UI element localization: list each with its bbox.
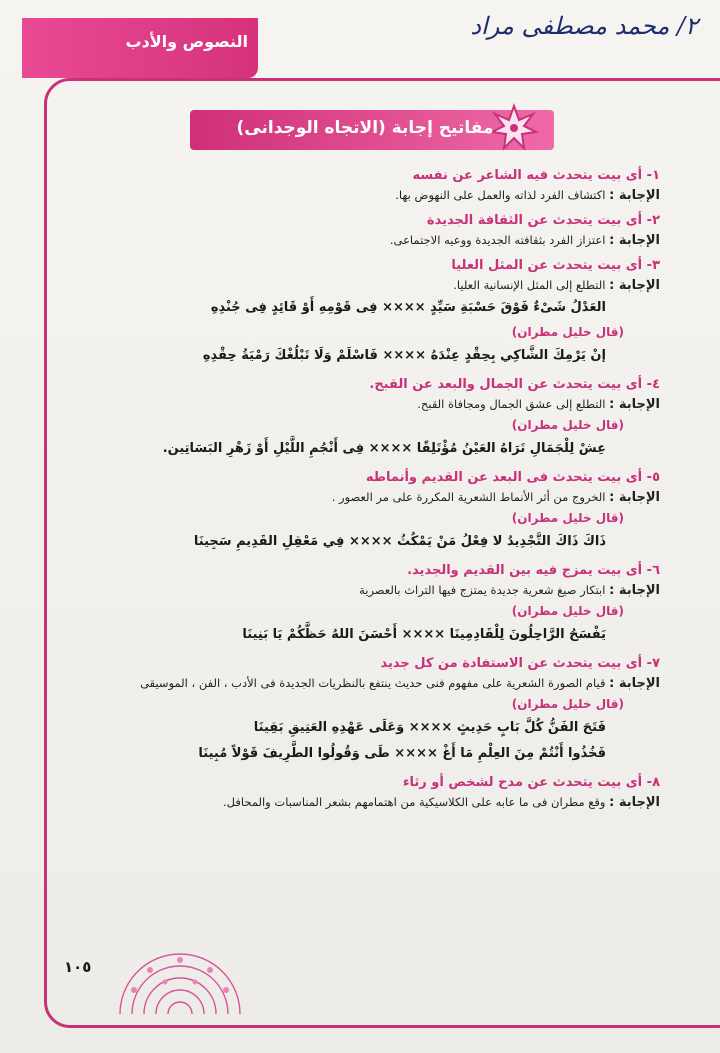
section-tab: [22, 18, 258, 78]
answer-prefix: الإجابة :: [609, 490, 660, 505]
answer-prefix: الإجابة :: [609, 278, 660, 293]
answer-prefix: الإجابة :: [609, 397, 660, 412]
banner-title: مفاتيح إجابة (الاتجاه الوجدانى): [236, 118, 494, 138]
question-8: ٨- أى بيت يتحدث عن مدح لشخص أو رثاء: [402, 775, 660, 790]
answer-prefix: الإجابة :: [609, 233, 660, 248]
verse: ذَاكَ ذَاكَ التَّجْدِيدُ لا فِعْلُ مَنْ يَمْكُثُ ×××× فِي مَعْقِلِ القَدِيمِ سَجِينَا: [193, 534, 606, 549]
verse: إنْ يَرْمِكَ الشَّاكِي بِحِقْدٍ عِنْدَهُ ×××× فَاسْلَمْ وَلَا تَبْلُغْكَ رَمْيَةُ حِقْدِهِ: [202, 348, 606, 363]
answer-4: الإجابة : التطلع إلى عشق الجمال ومجافاة القبح.: [417, 397, 660, 412]
question-5: ٥- أى بيت يتحدث فى البعد عن القديم وأنماطه: [365, 470, 660, 485]
answer-prefix: الإجابة :: [609, 188, 660, 203]
attribution: (قال خليل مطران): [511, 697, 624, 711]
answer-prefix: الإجابة :: [609, 795, 660, 810]
answer-2: الإجابة : اعتزاز الفرد بثقافته الجديدة ووعيه الاجتماعى.: [389, 233, 660, 248]
question-6: ٦- أى بيت يمزج فيه بين القديم والجديد.: [407, 563, 660, 578]
verse: فَتَحَ الفَنُّ كُلَّ بَابٍ حَدِيثٍ ×××× وَعَلَى عَهْدِهِ العَتِيقِ بَقِينَا: [253, 720, 606, 735]
answers-content: [110, 166, 660, 812]
section-label: النصوص والأدب: [125, 32, 248, 51]
question-7: ٧- أى بيت يتحدث عن الاستفادة من كل جديد: [380, 656, 660, 671]
question-2: ٢- أى بيت يتحدث عن الثقافة الجديدة: [426, 213, 660, 228]
answer-7: الإجابة : قيام الصورة الشعرية على مفهوم فنى حديث ينتفع بالنظريات الجديدة فى الأدب ، الفن ، الموسيقى: [140, 676, 660, 691]
answer-prefix: الإجابة :: [609, 676, 660, 691]
attribution: (قال خليل مطران): [511, 418, 624, 432]
attribution: (قال خليل مطران): [511, 511, 624, 525]
page-number: ١٠٥: [64, 958, 92, 976]
answer-prefix: الإجابة :: [609, 583, 660, 598]
question-4: ٤- أى بيت يتحدث عن الجمال والبعد عن القبح.: [369, 377, 660, 392]
answer-3: الإجابة : التطلع إلى المثل الإنسانية العليا.: [453, 278, 660, 293]
question-3: ٣- أى بيت يتحدث عن المثل العليا: [451, 258, 660, 273]
attribution: (قال خليل مطران): [511, 604, 624, 618]
verse: يَفْسَحُ الرَّاحِلُونَ لِلْقَادِمِينَا ×××× أَحْسَنَ اللهُ حَظَّكُمْ يَا بَنِينَا: [242, 627, 606, 642]
attribution: (قال خليل مطران): [511, 325, 624, 339]
mandala-ornament-icon: [110, 940, 250, 1014]
answer-5: الإجابة : الخروج من أثر الأنماط الشعرية المكررة على مر العصور .: [331, 490, 660, 505]
verse: فَخُذُوا أَنْتُمْ مِنَ العِلْمِ مَا أَغْ ×××× طَى وَقُولُوا الطَّرِيفَ قَوْلاً مُبِينَا: [198, 746, 606, 761]
question-1: ١- أى بيت يتحدث فيه الشاعر عن نفسه: [412, 168, 660, 183]
verse: العَدْلُ شَىْءٌ فَوْقَ حَسْبَةِ سَيِّدٍ ×××× فِى قَوْمِهِ أَوْ قَائِدٍ فِى جُنْدِهِ: [210, 300, 606, 315]
answer-6: الإجابة : ابتكار صيغ شعرية جديدة يمتزج فيها التراث بالعصرية: [359, 583, 660, 598]
handwritten-name: ٢/ محمد مصطفى مراد: [470, 12, 698, 40]
answer-1: الإجابة : اكتشاف الفرد لذاته والعمل على النهوض بها.: [395, 188, 660, 203]
answer-8: الإجابة : وقع مطران فى ما عابه على الكلاسيكية من اهتمامهم بشعر المناسبات والمحافل.: [223, 795, 660, 810]
verse: عِشْ لِلْجَمَالِ تَرَاهُ العَيْنُ مُؤْتَلِقًا ×××× فِى أَنْجُمِ اللَّيْلِ أَوْ زَهْرِ البَسَاتِين.: [162, 441, 606, 456]
